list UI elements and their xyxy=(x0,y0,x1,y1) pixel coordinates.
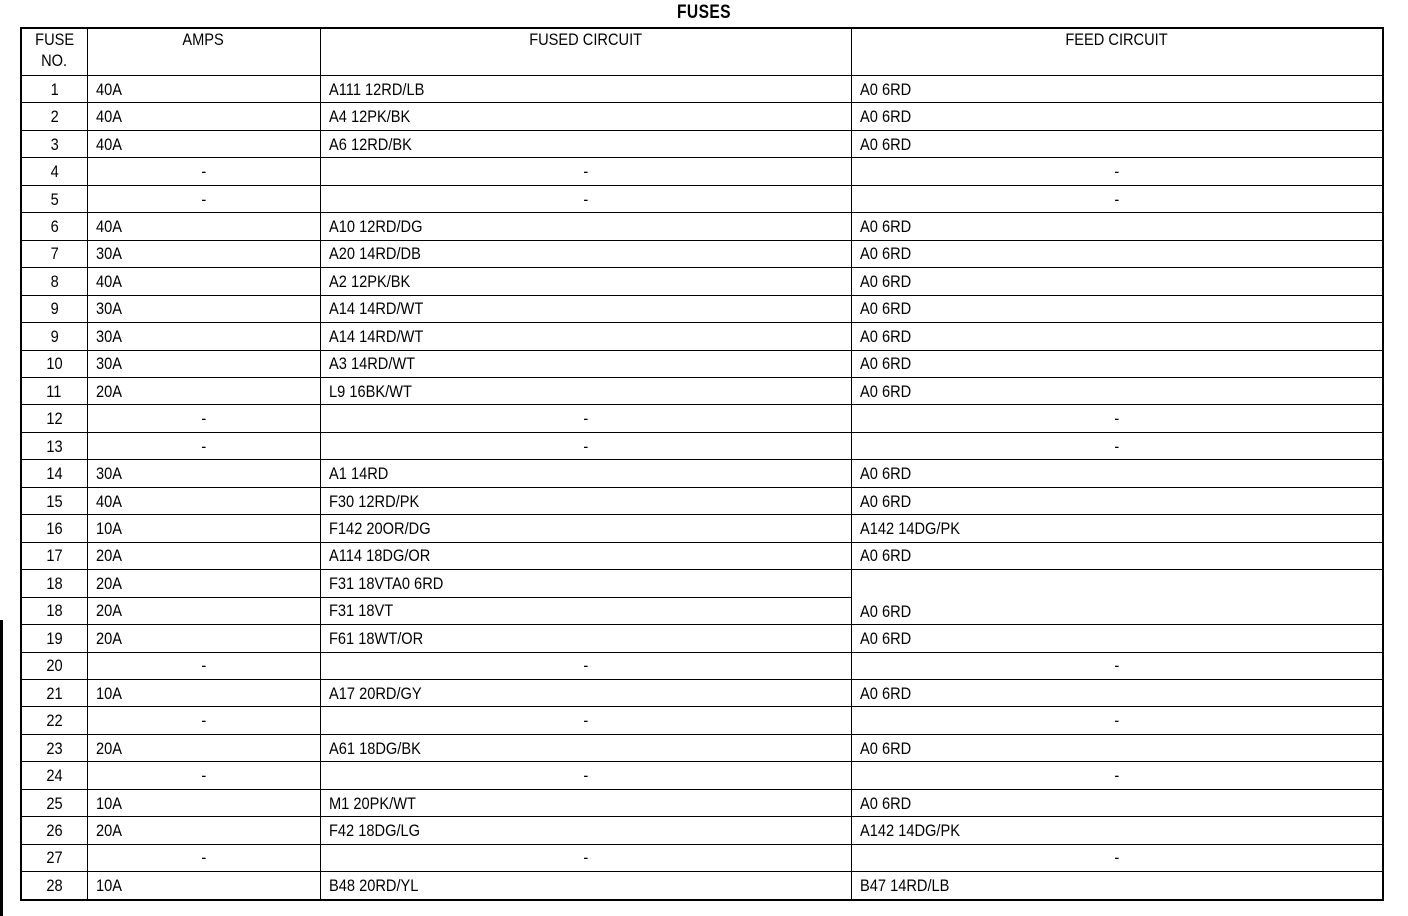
cell-fused-circuit-text: M1 20PK/WT xyxy=(328,793,416,813)
cell-fuse-no xyxy=(21,844,87,871)
cell-amps-text: - xyxy=(201,766,206,786)
cell-amps xyxy=(87,515,320,542)
cell-fuse-no xyxy=(21,323,87,350)
cell-feed-circuit-text: - xyxy=(1114,656,1120,676)
cell-amps-text: 20A xyxy=(95,546,122,566)
cell-fuse-no xyxy=(21,652,87,679)
header-row xyxy=(21,28,1383,76)
header-feed-circuit xyxy=(851,28,1383,76)
table-row xyxy=(21,295,1383,322)
cell-feed-circuit-text: B47 14RD/LB xyxy=(859,876,949,896)
cell-fuse-no-text: 23 xyxy=(46,738,63,758)
cell-fuse-no xyxy=(21,405,87,432)
cell-fuse-no-text: 14 xyxy=(46,464,63,484)
table-row xyxy=(21,405,1383,432)
cell-amps-text: - xyxy=(201,711,206,731)
cell-feed-circuit-text: A0 6RD xyxy=(859,326,911,346)
cell-fused-circuit xyxy=(320,817,851,844)
cell-amps-text: 40A xyxy=(95,79,122,99)
cell-fuse-no xyxy=(21,707,87,734)
cell-feed-circuit xyxy=(851,652,1383,679)
cell-feed-circuit-text: A0 6RD xyxy=(859,216,911,236)
cell-fused-circuit-text: F30 12RD/PK xyxy=(328,491,419,511)
cell-fused-circuit xyxy=(320,515,851,542)
cell-feed-circuit xyxy=(851,789,1383,816)
cell-fused-circuit xyxy=(320,872,851,900)
cell-feed-circuit-text: A0 6RD xyxy=(859,134,911,154)
cell-feed-circuit-text: A0 6RD xyxy=(859,464,911,484)
cell-feed-circuit-text: A0 6RD xyxy=(859,244,911,264)
cell-fuse-no xyxy=(21,679,87,706)
margin-bar xyxy=(0,620,3,916)
cell-amps-text: - xyxy=(201,436,206,456)
cell-feed-circuit-text: A0 6RD xyxy=(859,107,911,127)
cell-feed-circuit-text: A0 6RD xyxy=(859,602,911,622)
cell-fuse-no xyxy=(21,76,87,103)
cell-feed-circuit xyxy=(851,762,1383,789)
table-row xyxy=(21,844,1383,871)
table-row xyxy=(21,185,1383,212)
cell-fuse-no-text: 4 xyxy=(50,162,59,182)
cell-fuse-no-text: 8 xyxy=(50,271,59,291)
header-amps-label: AMPS xyxy=(182,30,225,49)
cell-fused-circuit xyxy=(320,652,851,679)
cell-fuse-no-text: 9 xyxy=(50,299,59,319)
cell-feed-circuit xyxy=(851,185,1383,212)
cell-fused-circuit xyxy=(320,625,851,652)
header-fuse-no xyxy=(21,28,87,76)
table-row xyxy=(21,570,1383,597)
cell-fuse-no xyxy=(21,570,87,597)
cell-fused-circuit xyxy=(320,158,851,185)
cell-fused-circuit-text: A2 12PK/BK xyxy=(328,271,410,291)
cell-feed-circuit-text: A0 6RD xyxy=(859,683,911,703)
cell-fused-circuit-text: A3 14RD/WT xyxy=(328,354,415,374)
cell-fuse-no xyxy=(21,268,87,295)
table-row xyxy=(21,542,1383,569)
cell-fuse-no xyxy=(21,872,87,900)
cell-amps xyxy=(87,542,320,569)
cell-amps xyxy=(87,679,320,706)
cell-fuse-no-text: 24 xyxy=(46,766,63,786)
cell-amps xyxy=(87,707,320,734)
header-amps xyxy=(87,28,320,76)
cell-fuse-no xyxy=(21,515,87,542)
table-row xyxy=(21,515,1383,542)
cell-amps xyxy=(87,130,320,157)
cell-fused-circuit-text: F31 18VT xyxy=(328,601,393,621)
cell-amps-text: 20A xyxy=(95,738,122,758)
cell-amps xyxy=(87,460,320,487)
table-row xyxy=(21,872,1383,900)
cell-amps-text: 10A xyxy=(95,518,122,538)
table-row xyxy=(21,268,1383,295)
cell-feed-circuit-text: A0 6RD xyxy=(859,491,911,511)
cell-fuse-no-text: 6 xyxy=(50,216,59,236)
table-row xyxy=(21,158,1383,185)
cell-fused-circuit-text: A1 14RD xyxy=(328,464,388,484)
table-row xyxy=(21,130,1383,157)
cell-fuse-no-text: 18 xyxy=(46,573,63,593)
cell-feed-circuit xyxy=(851,103,1383,130)
cell-fuse-no-text: 9 xyxy=(50,326,59,346)
cell-amps-text: 30A xyxy=(95,326,122,346)
cell-fused-circuit xyxy=(320,103,851,130)
cell-fuse-no xyxy=(21,734,87,761)
cell-fused-circuit-text: - xyxy=(583,766,588,786)
cell-fuse-no xyxy=(21,130,87,157)
cell-amps-text: 20A xyxy=(95,601,122,621)
cell-amps xyxy=(87,789,320,816)
cell-fused-circuit-text: - xyxy=(583,162,588,182)
cell-feed-circuit xyxy=(851,734,1383,761)
cell-fuse-no-text: 5 xyxy=(50,189,59,209)
fuse-table xyxy=(20,27,1384,901)
table-row xyxy=(21,350,1383,377)
cell-amps-text: 30A xyxy=(95,354,122,374)
cell-fused-circuit xyxy=(320,405,851,432)
cell-feed-circuit-text: - xyxy=(1114,711,1120,731)
cell-fuse-no xyxy=(21,213,87,240)
cell-feed-circuit-text: A0 6RD xyxy=(859,354,911,374)
table-row xyxy=(21,652,1383,679)
cell-feed-circuit-text: A0 6RD xyxy=(859,271,911,291)
cell-fuse-no xyxy=(21,625,87,652)
cell-feed-circuit-text: A0 6RD xyxy=(859,299,911,319)
cell-fuse-no-text: 2 xyxy=(50,107,59,127)
cell-feed-circuit xyxy=(851,515,1383,542)
cell-fuse-no-text: 19 xyxy=(46,628,63,648)
cell-feed-circuit-text: - xyxy=(1114,766,1120,786)
cell-amps-text: 30A xyxy=(95,244,122,264)
table-row xyxy=(21,213,1383,240)
cell-fuse-no xyxy=(21,377,87,404)
cell-fuse-no xyxy=(21,185,87,212)
cell-fuse-no xyxy=(21,487,87,514)
cell-amps xyxy=(87,872,320,900)
cell-feed-circuit xyxy=(851,377,1383,404)
cell-fused-circuit-text: A111 12RD/LB xyxy=(328,79,424,99)
fuse-table-body xyxy=(21,76,1383,901)
cell-feed-circuit-text: A0 6RD xyxy=(859,628,911,648)
cell-fuse-no xyxy=(21,295,87,322)
cell-fuse-no-text: 13 xyxy=(46,436,63,456)
cell-amps-text: - xyxy=(201,189,206,209)
cell-fuse-no-text: 22 xyxy=(46,711,63,731)
cell-feed-circuit-text: A142 14DG/PK xyxy=(859,518,960,538)
cell-fused-circuit xyxy=(320,432,851,459)
cell-fuse-no-text: 18 xyxy=(46,601,63,621)
cell-feed-circuit-text: - xyxy=(1114,189,1120,209)
cell-feed-circuit-text: A0 6RD xyxy=(859,738,911,758)
cell-amps-text: - xyxy=(201,656,206,676)
cell-fuse-no xyxy=(21,103,87,130)
cell-feed-circuit xyxy=(851,872,1383,900)
cell-fused-circuit xyxy=(320,323,851,350)
cell-fuse-no-text: 15 xyxy=(46,491,63,511)
cell-fuse-no-text: 26 xyxy=(46,820,63,840)
cell-fused-circuit xyxy=(320,679,851,706)
header-fuse-no-line2: NO. xyxy=(41,51,68,70)
cell-fused-circuit xyxy=(320,542,851,569)
cell-fuse-no-text: 28 xyxy=(46,876,63,896)
cell-fused-circuit xyxy=(320,295,851,322)
cell-amps xyxy=(87,844,320,871)
table-row xyxy=(21,762,1383,789)
cell-fused-circuit-text: A17 20RD/GY xyxy=(328,683,422,703)
cell-fused-circuit-text: - xyxy=(583,436,588,456)
cell-amps-text: - xyxy=(201,409,206,429)
cell-amps xyxy=(87,377,320,404)
cell-amps xyxy=(87,432,320,459)
cell-fuse-no-text: 27 xyxy=(46,848,63,868)
cell-fused-circuit-text: - xyxy=(583,409,588,429)
cell-amps xyxy=(87,350,320,377)
cell-fuse-no-text: 17 xyxy=(46,546,63,566)
cell-feed-circuit xyxy=(851,213,1383,240)
cell-fuse-no xyxy=(21,817,87,844)
cell-feed-circuit xyxy=(851,679,1383,706)
cell-fuse-no xyxy=(21,542,87,569)
cell-fused-circuit xyxy=(320,844,851,871)
cell-fused-circuit-text: A6 12RD/BK xyxy=(328,134,412,154)
cell-amps xyxy=(87,405,320,432)
cell-amps xyxy=(87,597,320,624)
table-row xyxy=(21,103,1383,130)
cell-amps-text: 40A xyxy=(95,134,122,154)
cell-fuse-no-text: 7 xyxy=(50,244,59,264)
table-row xyxy=(21,240,1383,267)
cell-fused-circuit-text: F31 18VTA0 6RD xyxy=(328,573,443,593)
cell-fused-circuit-text: - xyxy=(583,189,588,209)
table-row xyxy=(21,76,1383,103)
cell-amps-text: 20A xyxy=(95,573,122,593)
header-fuse-no-line1: FUSE xyxy=(34,30,74,49)
cell-feed-circuit xyxy=(851,295,1383,322)
cell-fused-circuit xyxy=(320,487,851,514)
cell-feed-circuit xyxy=(851,405,1383,432)
cell-amps-text: 20A xyxy=(95,820,122,840)
cell-feed-circuit-text: - xyxy=(1114,409,1120,429)
cell-feed-circuit xyxy=(851,350,1383,377)
cell-amps-text: 20A xyxy=(95,381,122,401)
cell-fused-circuit-text: B48 20RD/YL xyxy=(328,876,418,896)
cell-feed-circuit-text: A0 6RD xyxy=(859,546,911,566)
cell-fused-circuit xyxy=(320,377,851,404)
cell-fused-circuit-text: A10 12RD/DG xyxy=(328,216,422,236)
cell-fused-circuit xyxy=(320,597,851,624)
cell-fuse-no-text: 12 xyxy=(46,409,63,429)
cell-amps xyxy=(87,268,320,295)
table-row xyxy=(21,460,1383,487)
cell-amps-text: 40A xyxy=(95,107,122,127)
cell-fuse-no xyxy=(21,789,87,816)
cell-fuse-no-text: 16 xyxy=(46,518,63,538)
cell-fused-circuit-text: A14 14RD/WT xyxy=(328,326,423,346)
cell-amps xyxy=(87,734,320,761)
cell-fused-circuit-text: A114 18DG/OR xyxy=(328,546,430,566)
cell-fuse-no xyxy=(21,762,87,789)
cell-amps-text: 30A xyxy=(95,299,122,319)
cell-fuse-no xyxy=(21,597,87,624)
cell-fused-circuit xyxy=(320,130,851,157)
cell-fuse-no-text: 3 xyxy=(50,134,59,154)
cell-amps-text: 40A xyxy=(95,491,122,511)
table-row xyxy=(21,734,1383,761)
cell-fused-circuit-text: A4 12PK/BK xyxy=(328,107,410,127)
cell-fuse-no xyxy=(21,460,87,487)
cell-fused-circuit xyxy=(320,268,851,295)
table-row xyxy=(21,323,1383,350)
cell-fused-circuit xyxy=(320,76,851,103)
cell-amps xyxy=(87,323,320,350)
table-row xyxy=(21,707,1383,734)
cell-feed-circuit-text: - xyxy=(1114,436,1120,456)
cell-fused-circuit-text: - xyxy=(583,848,588,868)
cell-amps-text: 40A xyxy=(95,216,122,236)
cell-fused-circuit-text: A14 14RD/WT xyxy=(328,299,423,319)
cell-feed-circuit xyxy=(851,542,1383,569)
cell-feed-circuit xyxy=(851,570,1383,625)
cell-amps xyxy=(87,213,320,240)
cell-fused-circuit-text: - xyxy=(583,711,588,731)
cell-amps xyxy=(87,762,320,789)
cell-fuse-no xyxy=(21,240,87,267)
cell-amps xyxy=(87,240,320,267)
cell-amps xyxy=(87,185,320,212)
cell-amps xyxy=(87,295,320,322)
table-row xyxy=(21,679,1383,706)
cell-amps-text: 10A xyxy=(95,876,122,896)
header-feed-circuit-label: FEED CIRCUIT xyxy=(1065,30,1168,49)
cell-fused-circuit xyxy=(320,350,851,377)
cell-fuse-no-text: 20 xyxy=(46,656,63,676)
cell-fused-circuit xyxy=(320,185,851,212)
table-row xyxy=(21,817,1383,844)
cell-fused-circuit xyxy=(320,707,851,734)
cell-fused-circuit-text: L9 16BK/WT xyxy=(328,381,412,401)
cell-feed-circuit xyxy=(851,268,1383,295)
table-row xyxy=(21,487,1383,514)
cell-fused-circuit xyxy=(320,240,851,267)
cell-feed-circuit xyxy=(851,460,1383,487)
table-row xyxy=(21,625,1383,652)
cell-feed-circuit-text: - xyxy=(1114,162,1120,182)
cell-amps-text: 10A xyxy=(95,683,122,703)
cell-amps xyxy=(87,570,320,597)
cell-fused-circuit-text: A20 14RD/DB xyxy=(328,244,421,264)
cell-amps xyxy=(87,817,320,844)
cell-feed-circuit-text: A0 6RD xyxy=(859,79,911,99)
cell-fused-circuit xyxy=(320,460,851,487)
cell-fuse-no xyxy=(21,432,87,459)
cell-feed-circuit-text: A0 6RD xyxy=(859,793,911,813)
cell-feed-circuit xyxy=(851,844,1383,871)
cell-feed-circuit xyxy=(851,817,1383,844)
cell-fuse-no xyxy=(21,350,87,377)
header-fused-circuit-label: FUSED CIRCUIT xyxy=(529,30,642,49)
cell-feed-circuit xyxy=(851,625,1383,652)
cell-fused-circuit-text: A61 18DG/BK xyxy=(328,738,421,758)
table-row xyxy=(21,377,1383,404)
cell-fused-circuit-text: F142 20OR/DG xyxy=(328,518,431,538)
cell-amps-text: 40A xyxy=(95,271,122,291)
cell-fused-circuit-text: F61 18WT/OR xyxy=(328,628,423,648)
cell-feed-circuit xyxy=(851,707,1383,734)
cell-feed-circuit xyxy=(851,432,1383,459)
cell-feed-circuit-text: - xyxy=(1114,848,1120,868)
cell-feed-circuit xyxy=(851,240,1383,267)
cell-fused-circuit-text: - xyxy=(583,656,588,676)
cell-feed-circuit xyxy=(851,76,1383,103)
cell-fuse-no-text: 25 xyxy=(46,793,63,813)
cell-fuse-no-text: 1 xyxy=(50,79,59,99)
cell-feed-circuit-text: A142 14DG/PK xyxy=(859,820,960,840)
cell-fused-circuit xyxy=(320,789,851,816)
cell-fuse-no xyxy=(21,158,87,185)
cell-fuse-no-text: 11 xyxy=(46,381,62,401)
cell-amps-text: 20A xyxy=(95,628,122,648)
cell-amps-text: 30A xyxy=(95,464,122,484)
cell-fused-circuit xyxy=(320,570,851,597)
cell-fused-circuit xyxy=(320,734,851,761)
cell-amps xyxy=(87,625,320,652)
cell-fused-circuit-text: F42 18DG/LG xyxy=(328,820,420,840)
page-title: FUSES xyxy=(676,2,731,23)
cell-amps-text: 10A xyxy=(95,793,122,813)
cell-fused-circuit xyxy=(320,762,851,789)
cell-fuse-no-text: 21 xyxy=(46,683,63,703)
header-fused-circuit xyxy=(320,28,851,76)
cell-amps xyxy=(87,76,320,103)
cell-amps xyxy=(87,487,320,514)
table-row xyxy=(21,432,1383,459)
cell-amps xyxy=(87,158,320,185)
cell-amps-text: - xyxy=(201,848,206,868)
cell-feed-circuit-text: A0 6RD xyxy=(859,381,911,401)
cell-feed-circuit xyxy=(851,323,1383,350)
cell-amps xyxy=(87,103,320,130)
cell-fused-circuit xyxy=(320,213,851,240)
cell-fuse-no-text: 10 xyxy=(46,354,63,374)
cell-feed-circuit xyxy=(851,130,1383,157)
cell-feed-circuit xyxy=(851,487,1383,514)
cell-amps xyxy=(87,652,320,679)
cell-amps-text: - xyxy=(201,162,206,182)
cell-feed-circuit xyxy=(851,158,1383,185)
table-row xyxy=(21,789,1383,816)
